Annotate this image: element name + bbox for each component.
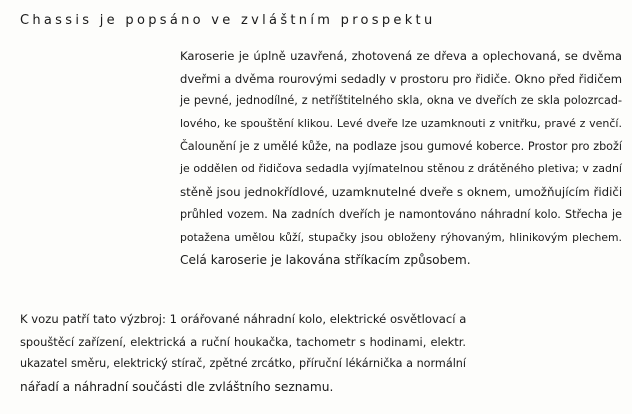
text-line: potažena umělou kůží, stupačky jsou obloženy rýhovaným, hlinikovým plechem. [180,230,622,244]
text-line: ukazatel směru, elektrický stírač, zpětné zrcátko, příruční lékárnička a normální [20,357,466,371]
text-line: Karoserie je úplně uzavřená, zhotovená ze dřeva a oplechovaná, se dvěma [180,49,622,63]
text-line: průhled vozem. Na zadních dveřích je namontováno náhradní kolo. Střecha je [180,207,622,221]
text-line: spouštěcí zařízení, elektrická a ruční houkačka, tachometr s hodinami, elektr. [20,334,466,349]
text-line: Čalounění je z umělé kůže, na podlaze jsou gumové koberce. Prostor pro zboží [180,139,622,153]
text-line: je oddělen od řidičova sedadla vyjímatelnou stěnou z drátěného pletiva; v zadní [180,162,622,176]
text-line: K vozu patří tato výzbroj: 1 orářované náhradní kolo, elektrické osvětlovací a [20,312,467,326]
page-heading: Chassis je popsáno ve zvláštním prospektu [20,13,436,28]
text-line: dveřmi a dvěma rourovými sedadly v prostoru pro řidiče. Okno před řidičem [180,71,623,86]
text-line: je pevné, jednodílné, z netříštitelného skla, okna ve dveřích ze skla polozrcad- [180,94,622,108]
text-line: Celá karoserie je lakována stříkacím způsobem. [180,253,471,268]
text-line: stěně jsou jednokřídlové, uzamknutelné dveře s oknem, umožňujícím řidiči [180,185,623,200]
equipment-paragraph [20,308,466,399]
body-paragraph [180,45,622,272]
text-line: lového, ke spouštění klikou. Levé dveře lze uzamknouti z vnitřku, pravé z venčí. [180,117,622,131]
text-line: nářadí a náhradní součásti dle zvláštního seznamu. [20,380,334,395]
